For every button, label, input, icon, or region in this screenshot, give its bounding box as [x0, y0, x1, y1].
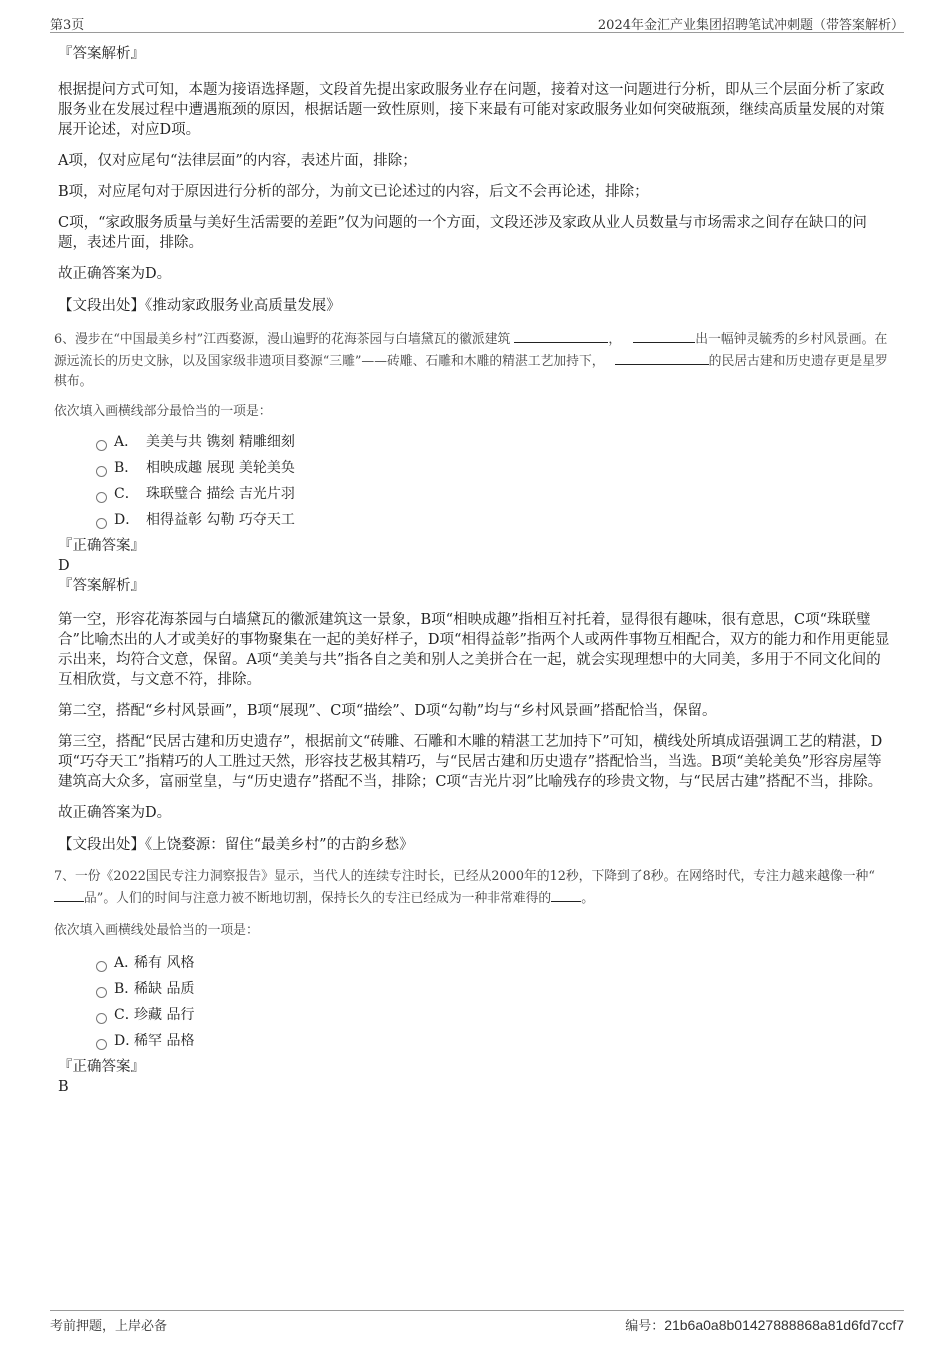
radio-button[interactable] — [96, 518, 107, 529]
conclusion-paragraph: 故正确答案为D。 — [58, 266, 172, 282]
explanation-paragraph: B项，对应尾句对于原因进行分析的部分，为前文已论述过的内容，后文不会再论述，排除； — [58, 184, 649, 200]
fill-blank — [615, 350, 709, 365]
question-7-stem: 7、一份《2022国民专注力洞察报告》显示，当代人的连续专注时长，已经从2000年的12秒，下降到了8秒。在网络时代，专注力越来越像一种“品”。人们的时间与注意力被不断地切割，保持长久的专注已经成为一种非常难得的 。 — [54, 869, 875, 906]
question-6-options — [96, 432, 890, 536]
answer-explanation-label: 『答案解析』 — [58, 578, 145, 594]
footer-slogan: 考前押题，上岸必备 — [50, 1319, 168, 1334]
explanation-paragraph: 第一空，形容花海茶园与白墙黛瓦的徽派建筑这一景象，B项“相映成趣”指相互衬托着，显得很有趣味，很有意思，C项“珠联璧合”比喻杰出的人才或美好的事物聚集在一起的美好样子，D项“相得益彰”指两个人或两件事物互相配合，双方的能力和作用更能显示出来，均符合文意，保留。A项“美美与共”指各自之美和别人之美拼合在一起，就会实现理想中的大同美，多用于不同文化间的互相欣赏，与文意不符，排除。 — [58, 612, 890, 688]
question-7-prompt: 依次填入画横线处最恰当的一项是： — [54, 923, 259, 938]
question-7-options — [96, 953, 890, 1057]
page-number: 第3页 — [50, 18, 85, 33]
radio-button[interactable] — [96, 987, 107, 998]
explanation-paragraph: C项，“家政服务质量与美好生活需要的差距”仅为问题的一个方面，文段还涉及家政从业人员数量与市场需求之间存在缺口的问题，表述片面，排除。 — [58, 215, 867, 251]
correct-answer-value: D — [58, 558, 70, 574]
page-footer — [50, 1310, 904, 1335]
fill-blank — [54, 887, 84, 902]
correct-answer-label: 『正确答案』 — [58, 538, 145, 554]
option-a[interactable]: A．稀有 风格 — [96, 953, 890, 979]
page-header — [50, 12, 904, 33]
source-line: 【文段出处】《上饶婺源：留住“最美乡村”的古韵乡愁》 — [58, 837, 414, 853]
option-b[interactable]: B． 相映成趣 展现 美轮美奂 — [96, 458, 890, 484]
option-c[interactable]: C． 珠联璧合 描绘 吉光片羽 — [96, 484, 890, 510]
option-b[interactable]: B．稀缺 品质 — [96, 979, 890, 1005]
option-d[interactable]: D．稀罕 品格 — [96, 1031, 890, 1057]
page-content — [54, 44, 890, 1097]
correct-answer-label: 『正确答案』 — [58, 1059, 145, 1075]
radio-button[interactable] — [96, 492, 107, 503]
radio-button[interactable] — [96, 1039, 107, 1050]
question-6-prompt: 依次填入画横线部分最恰当的一项是： — [54, 404, 272, 419]
answer-explanation-label: 『答案解析』 — [58, 46, 145, 62]
correct-answer-value: B — [58, 1079, 69, 1095]
fill-blank — [633, 328, 695, 343]
radio-button[interactable] — [96, 961, 107, 972]
document-id: 编号：21b6a0a8b01427888868a81d6fd7ccf7 — [625, 1317, 904, 1334]
explanation-paragraph: 根据提问方式可知，本题为接语选择题，文段首先提出家政服务业存在问题，接着对这一问题进行分析，即从三个层面分析了家政服务业在发展过程中遭遇瓶颈的原因，根据话题一致性原则，接下来最有可能对家政服务业如何突破瓶颈，继续高质量发展的对策展开论述，对应D项。 — [58, 82, 885, 138]
explanation-paragraph: A项，仅对应尾句“法律层面”的内容，表述片面，排除； — [58, 153, 417, 169]
explanation-paragraph: 第二空，搭配“乡村风景画”，B项“展现”、C项“描绘”、D项“勾勒”均与“乡村风景画”搭配恰当，保留。 — [58, 703, 717, 719]
radio-button[interactable] — [96, 1013, 107, 1024]
radio-button[interactable] — [96, 466, 107, 477]
document-title: 2024年金汇产业集团招聘笔试冲刺题（带答案解析） — [597, 18, 904, 33]
option-d[interactable]: D． 相得益彰 勾勒 巧夺天工 — [96, 510, 890, 536]
explanation-paragraph: 第三空，搭配“民居古建和历史遗存”，根据前文“砖雕、石雕和木雕的精湛工艺加持下”可知，横线处所填成语强调工艺的精湛，D项“巧夺天工”指精巧的人工胜过天然，形容技艺极其精巧，与“民居古建和历史遗存”搭配恰当，当选。B项“美轮美奂”形容房屋等建筑高大众多，富丽堂皇，与“历史遗存”搭配不当，排除；C项“吉光片羽”比喻残存的珍贵文物，与“民居古建”搭配不当，排除。 — [58, 734, 883, 790]
conclusion-paragraph: 故正确答案为D。 — [58, 805, 172, 821]
option-a[interactable]: A． 美美与共 镌刻 精雕细刻 — [96, 432, 890, 458]
fill-blank — [551, 887, 581, 902]
question-6-stem: 6、漫步在“中国最美乡村”江西婺源，漫山遍野的花海茶园与白墙黛瓦的徽派建筑 ， 出一幅钟灵毓秀的乡村风景画。在源远流长的历史文脉，以及国家级非遗项目婺源“三雕”——砖雕、石雕和木雕的精湛工艺加持下， 的民居古建和历史遗存更是星罗棋布。 — [54, 328, 890, 392]
radio-button[interactable] — [96, 440, 107, 451]
source-line: 【文段出处】《推动家政服务业高质量发展》 — [58, 298, 341, 314]
fill-blank — [514, 328, 608, 343]
option-c[interactable]: C．珍藏 品行 — [96, 1005, 890, 1031]
